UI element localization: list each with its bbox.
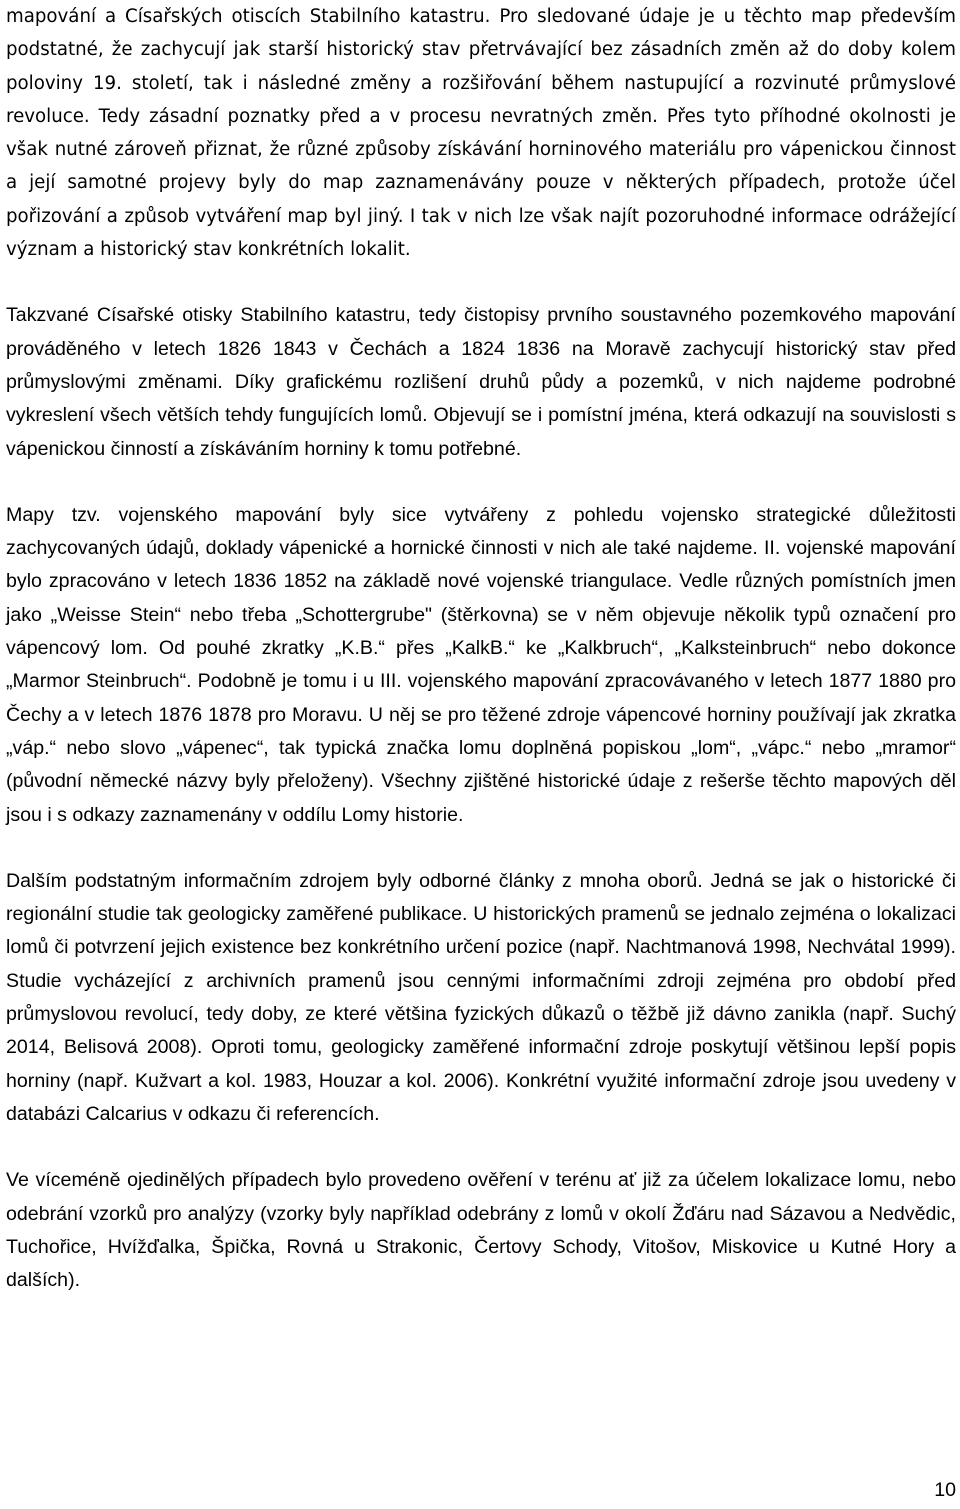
document-page — [6, 0, 956, 1297]
paragraph-field-verification: Ve víceméně ojedinělých případech bylo provedeno ověření v terénu ať již za účelem lokalizace lomu, nebo odebrání vzorků pro analýzy (vzorky byly například odebrány z lomů v okolí Žďáru nad Sázavou a Nedvědic, Tuchořice, Hvížďalka, Špička, Rovná u Strakonic, Čertovy Schody, Vitošov, Miskovice u Kutné Hory a dalších). — [6, 1169, 956, 1292]
paragraph-map-sources-intro: mapování a Císařských otiscích Stabilního katastru. Pro sledované údaje je u těchto map především podstatné, že zachycují jak starší historický stav přetrvávající bez zásadních změn až do doby kolem poloviny 19. století, tak i následné změny a rozšiřování během nastupující a rozvinuté průmyslové revoluce. Tedy zásadní poznatky před a v procesu nevratných změn. Přes tyto příhodné okolnosti je však nutné zároveň přiznat, že různé způsoby získávání horninového materiálu pro vápenickou činnost a její samotné projevy byly do map zaznamenávány pouze v některých případech, protože účel pořizování a způsob vytváření map byl jiný. I tak v nich lze však najít pozoruhodné informace odrážející význam a historický stav konkrétních lokalit. — [6, 6, 956, 261]
page-number: 10 — [934, 1479, 956, 1501]
paragraph-scholarly-articles: Dalším podstatným informačním zdrojem byly odborné články z mnoha oborů. Jedná se jak o historické či regionální studie tak geologicky zaměřené publikace. U historických pramenů se jednalo zejména o lokalizaci lomů či potvrzení jejich existence bez konkrétního určení pozice (např. Nachtmanová 1998, Nechvátal 1999). Studie vycházející z archivních pramenů jsou cennými informačními zdroji zejména pro období před průmyslovou revolucí, tedy doby, ze které většina fyzických důkazů o těžbě již dávno zanikla (např. Suchý 2014, Belisová 2008). Oproti tomu, geologicky zaměřené informační zdroje poskytují většinou lepší popis horniny (např. Kužvart a kol. 1983, Houzar a kol. 2006). Konkrétní využité informační zdroje jsou uvedeny v databázi Calcarius v odkazu či referencích. — [6, 869, 956, 1125]
paragraph-imperial-imprints: Takzvané Císařské otisky Stabilního katastru, tedy čistopisy prvního soustavného pozemkového mapování prováděného v letech 1826 1843 v Čechách a 1824 1836 na Moravě zachycují historický stav před průmyslovými změnami. Díky grafickému rozlišení druhů půdy a pozemků, v nich najdeme podrobné vykreslení všech větších tehdy fungujících lomů. Objevují se i pomístní jména, která odkazují na souvislosti s vápenickou činností a získáváním horniny k tomu potřebné. — [6, 304, 956, 460]
paragraph-military-mapping: Mapy tzv. vojenského mapování byly sice vytvářeny z pohledu vojensko strategické důležitosti zachycovaných údajů, doklady vápenické a hornické činnosti v nich ale také najdeme. II. vojenské mapování bylo zpracováno v letech 1836 1852 na základě nové vojenské triangulace. Vedle různých pomístních jmen jako „Weisse Stein“ nebo třeba „Schottergrube" (štěrkovna) se v něm objevuje několik typů označení pro vápencový lom. Od pouhé zkratky „K.B.“ přes „KalkB.“ ke „Kalkbruch“, „Kalksteinbruch“ nebo dokonce „Marmor Steinbruch“. Podobně je tomu i u III. vojenského mapování zpracovávaného v letech 1877 1880 pro Čechy a v letech 1876 1878 pro Moravu. U něj se pro těžené zdroje vápencové horniny používají jak zkratka „váp.“ nebo slovo „vápenec“, tak typická značka lomu doplněná popiskou „lom“, „vápc.“ nebo „mramor“ (původní německé názvy byly přeloženy). Všechny zjištěné historické údaje z rešerše těchto mapových děl jsou i s odkazy zaznamenány v oddílu Lomy historie. — [6, 503, 956, 826]
